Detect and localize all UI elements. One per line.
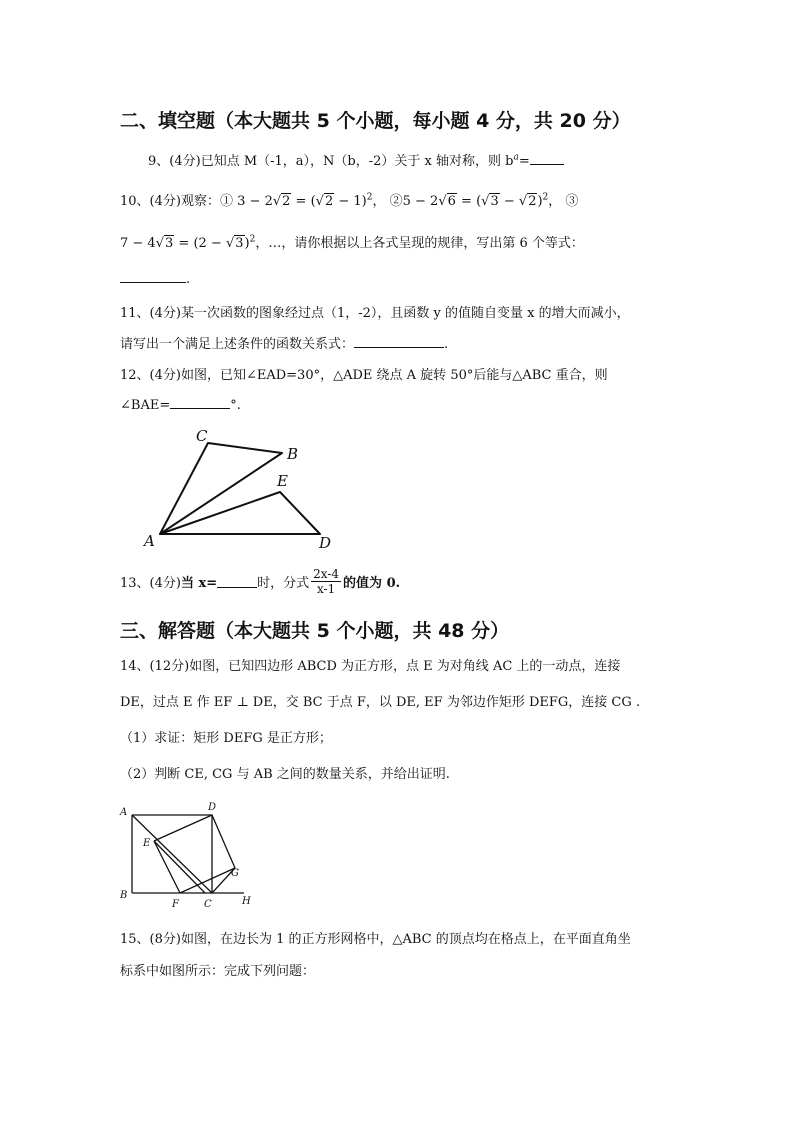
question-10-line2 [120, 232, 584, 251]
question-14-line2 [120, 691, 640, 710]
question-10-line1: 10、(4分)观察：① $3 - 2√2 = (√2 - 1)^2$， ②5 − $2√6 = (√3 - √2)^2$， ③ [120, 192, 579, 209]
sqrt-symbol: √2 [272, 194, 291, 209]
q10-square-1: 2 [366, 192, 373, 203]
question-9 [148, 150, 564, 169]
question-12-line1 [120, 364, 608, 383]
q9-answer-blank[interactable] [530, 152, 564, 165]
question-14-line1 [120, 655, 620, 674]
q10-eq1-left: 3 − 2 [237, 194, 273, 209]
sqrt-symbol: √3 [225, 236, 244, 251]
q13-fraction [311, 567, 341, 596]
construction-line [154, 841, 205, 893]
q10-period: . [186, 272, 191, 287]
q13-number: 13、(4分) [120, 576, 181, 591]
sqrt-symbol: √3 [155, 236, 174, 251]
triangle-abc [160, 443, 282, 534]
q13-text-c: 的值为 0. [343, 576, 401, 591]
label-f: F [172, 899, 179, 910]
q12-answer-blank[interactable] [170, 396, 230, 409]
segment-gd [212, 815, 235, 868]
sqrt-symbol: √3 [481, 194, 499, 209]
label-c: C [196, 427, 208, 445]
q12-number: 12、(4分) [120, 368, 181, 383]
section-2-title: 二、填空题（本大题共 5 个小题，每小题 4 分，共 20 分） [120, 110, 631, 132]
q14-text-2: DE，过点 E 作 EF ⊥ DE，交 BC 于点 F，以 DE, EF 为邻边作矩形 DEFG，连接 CG . [120, 695, 641, 710]
q10-circle-1: ① [219, 194, 233, 209]
q14-square-figure [116, 798, 256, 910]
q10-eq3-mid: = (2 − [174, 236, 226, 251]
label-b: B [287, 445, 299, 463]
label-d: D [319, 534, 332, 552]
question-14-part1 [120, 727, 332, 746]
q10-eq1-right: − 1) [334, 194, 367, 209]
q13-answer-blank[interactable] [217, 575, 257, 588]
question-11-line1 [120, 302, 630, 321]
label-b: B [120, 890, 128, 901]
q10-eq3-close: ) [244, 236, 250, 251]
question-13 [120, 567, 400, 596]
q10-number: 10、(4分) [120, 194, 181, 209]
label-e: E [277, 472, 288, 490]
sqrt-symbol: √2 [315, 194, 334, 209]
q10-eq2-close: ) [537, 194, 543, 209]
q10-eq3-left: 7 − 4 [120, 236, 156, 251]
q10-answer-blank[interactable] [120, 270, 186, 283]
q14-text-1: 如图，已知四边形 ABCD 为正方形，点 E 为对角线 AC 上的一动点，连接 [189, 659, 621, 674]
segment-de [154, 815, 212, 841]
question-15-line2 [120, 960, 315, 979]
q15-text-1: 如图，在边长为 1 的正方形网格中，△ABC 的顶点均在格点上，在平面直角坐 [180, 932, 631, 947]
q12-text-1: 如图，已知∠EAD=30°，△ADE 绕点 A 旋转 50°后能与△ABC 重合，则 [180, 368, 608, 383]
q10-square-3: 2 [249, 234, 256, 245]
fraction-numerator: 2x-4 [313, 567, 340, 581]
q11-answer-blank[interactable] [354, 335, 444, 348]
q14-part-2: （2）判断 CE, CG 与 AB 之间的数量关系，并给出证明. [120, 767, 450, 782]
question-14-part2 [120, 763, 450, 782]
q10-lead: 观察： [180, 194, 220, 209]
q10-circle-2: ② [389, 194, 403, 209]
label-h: H [242, 896, 251, 907]
q10-circle-3: ③ [565, 194, 579, 209]
q13-text-b: 时，分式 [257, 576, 310, 591]
q15-number: 15、(8分) [120, 932, 181, 947]
q10-eq2-minus: − [499, 194, 519, 209]
q10-eq2-mid: = ( [456, 194, 482, 209]
fraction-denominator: x-1 [316, 582, 336, 596]
q10-instruction: ，…，请你根据以上各式呈现的规律，写出第 6 个等式： [255, 236, 584, 251]
question-10-answer [120, 270, 190, 287]
q12-triangle-figure [140, 426, 340, 552]
q15-text-2: 标系中如图所示：完成下列问题： [120, 964, 316, 979]
section-3-title: 三、解答题（本大题共 5 个小题，共 48 分） [120, 620, 510, 642]
label-g: G [231, 868, 239, 879]
q10-eq2-left: 5 − 2 [402, 194, 439, 209]
q9-equals: = [518, 154, 530, 169]
label-e: E [143, 838, 151, 849]
q11-text-2: 请写出一个满足上述条件的函数关系式： [120, 337, 355, 352]
q11-number: 11、(4分) [120, 306, 181, 321]
q10-square-2: 2 [542, 192, 549, 203]
q10-eq1-mid: = ( [291, 194, 316, 209]
q12-angle-label: ∠BAE= [120, 398, 171, 413]
q11-period: . [444, 337, 449, 352]
question-12-line2 [120, 396, 241, 413]
diagonal-ac [132, 815, 212, 893]
label-a: A [144, 532, 155, 550]
q11-text-1: 某一次函数的图象经过点（1，-2），且函数 y 的值随自变量 x 的增大而减小， [180, 306, 630, 321]
q14-part-1: （1）求证：矩形 DEFG 是正方形； [120, 731, 332, 746]
label-c: C [204, 899, 212, 910]
q14-number: 14、(12分) [120, 659, 190, 674]
q9-text: 已知点 M（-1，a），N（b，-2）关于 x 轴对称，则 b [200, 154, 514, 169]
q9-exponent: a [513, 152, 519, 163]
label-d: D [208, 802, 217, 813]
triangle-ade [160, 492, 320, 534]
question-11-line2 [120, 333, 448, 352]
q12-degree: °. [230, 398, 241, 413]
q13-text-a: 当 x= [180, 576, 218, 591]
sqrt-symbol: √6 [438, 194, 456, 209]
q9-number: 9、(4分) [148, 154, 201, 169]
label-a: A [120, 807, 128, 818]
sqrt-symbol: √2 [518, 194, 537, 209]
question-15-line1 [120, 928, 631, 947]
